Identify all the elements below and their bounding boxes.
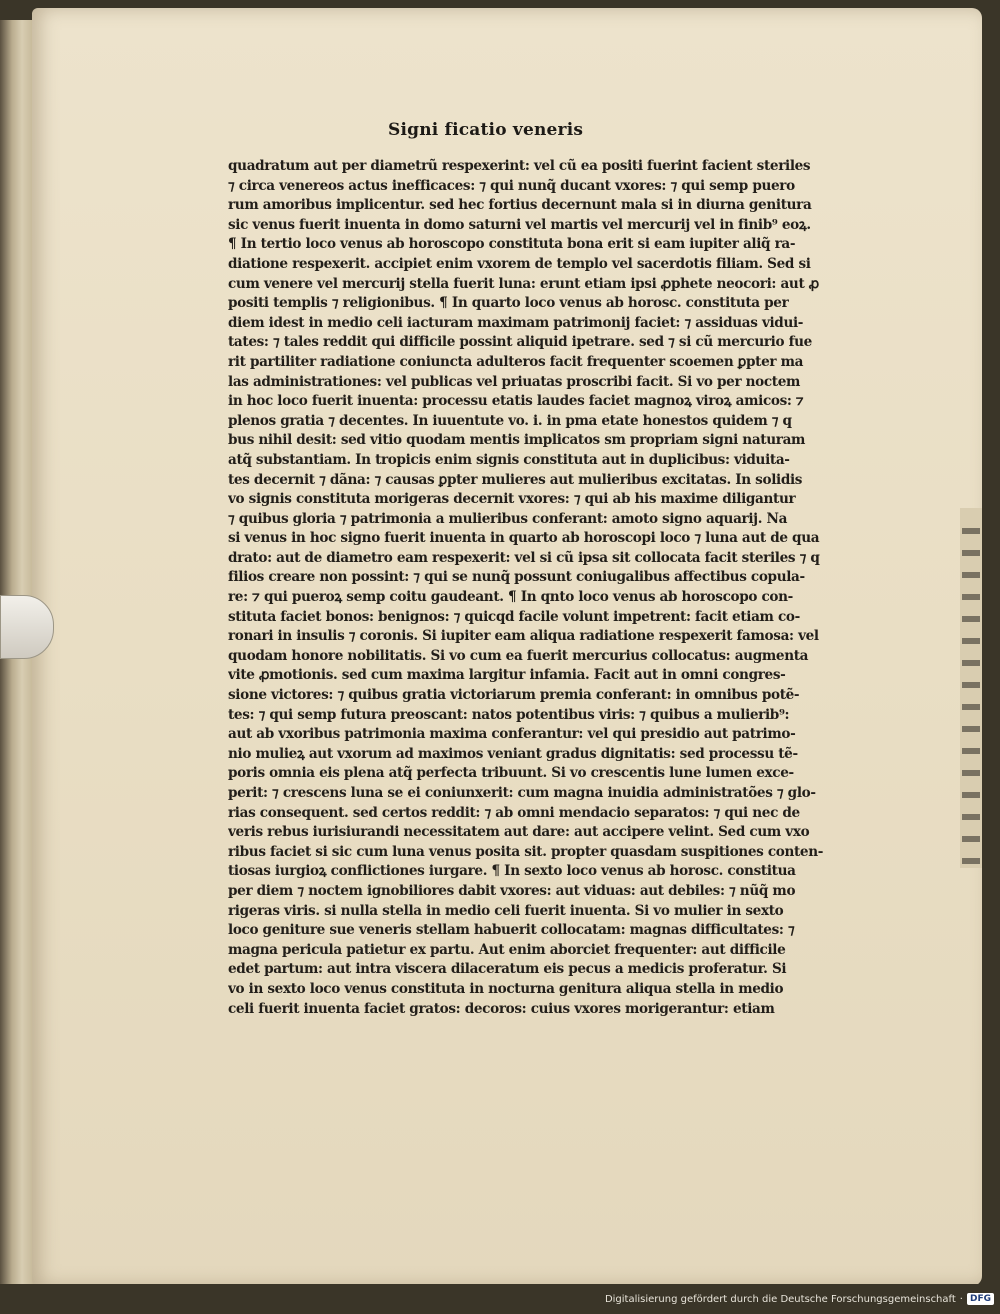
text-line: tates: ⁊ tales reddit qui difficile possint aliquid ipetrare. sed ⁊ si cũ mercurio fue — [228, 334, 812, 351]
text-line: nio mulieꝝ aut vxorum ad maximos veniant gradus dignitatis: sed processu tẽ- — [228, 745, 798, 762]
text-line: plenos gratia ⁊ decentes. In iuuentute vo. i. in pma etate honestos quidem ⁊ q — [228, 412, 792, 429]
text-line: ronari in insulis ⁊ coronis. Si iupiter eam aliqua radiatione respexerit famosa: vel — [228, 628, 819, 645]
text-line: positi templis ⁊ religionibus. ¶ In quarto loco venus ab horosc. constituta per — [228, 295, 789, 312]
credit-text: Digitalisierung gefördert durch die Deutsche Forschungsgemeinschaft — [604, 1293, 956, 1305]
text-line: vo signis constituta morigeras decernit vxores: ⁊ qui ab his maxime diligantur — [228, 491, 796, 508]
text-line: tes: ⁊ qui semp futura preoscant: natos potentibus viris: ⁊ quibus a mulierib⁹: — [228, 706, 790, 723]
text-line: atq̃ substantiam. In tropicis enim signis constituta aut in duplicibus: viduita- — [228, 451, 790, 468]
text-line: filios creare non possint: ⁊ qui se nunq̃ possunt coniugalibus affectibus copula- — [228, 569, 805, 586]
text-line: poris omnia eis plena atq̃ perfecta tribuunt. Si vo crescentis lune lumen exce- — [228, 765, 794, 782]
text-line: diem idest in medio celi iacturam maximam patrimonij faciet: ⁊ assiduas vidui- — [228, 314, 804, 331]
text-line: rit partiliter radiatione coniuncta adulteros facit frequenter scoemen ꝑpter ma — [228, 353, 804, 370]
text-line: las administrationes: vel publicas vel priuatas proscribi facit. Si vo per noctem — [228, 373, 801, 390]
text-line: quodam honore nobilitatis. Si vo cum ea fuerit mercurius collocatus: augmenta — [228, 647, 809, 664]
text-line: ⁊ circa venereos actus inefficaces: ⁊ qui nunq̃ ducant vxores: ⁊ qui semp puero — [228, 177, 795, 194]
text-line: veris rebus iurisiurandi necessitatem aut dare: aut accipere velint. Sed cum vxo — [228, 824, 810, 841]
text-line: tiosas iurgioꝝ conflictiones iurgare. ¶ In sexto loco venus ab horosc. constitua — [228, 863, 796, 880]
bookmark-clip — [0, 595, 54, 659]
text-line: cum venere vel mercurij stella fuerit luna: erunt etiam ipsi ꝓphete neocori: aut ꝓ — [228, 275, 819, 292]
text-line: ribus faciet si sic cum luna venus posita sit. propter quasdam suspitiones conten- — [228, 843, 824, 860]
text-line: sione victores: ⁊ quibus gratia victoriarum premia conferant: in omnibus potẽ- — [228, 687, 800, 704]
text-line: perit: ⁊ crescens luna se ei coniunxerit: cum magna inuidia administratões ⁊ glo- — [228, 785, 816, 801]
text-line: vo in sexto loco venus constituta in nocturna genitura aliqua stella in medio — [228, 980, 784, 997]
text-line: loco geniture sue veneris stellam habuerit collocatam: magnas difficultates: ⁊ — [228, 922, 795, 939]
text-line: tes decernit ⁊ dãna: ⁊ causas ꝑpter mulieres aut mulieribus excitatas. In solidis — [228, 471, 803, 488]
text-line: aut ab vxoribus patrimonia maxima conferantur: vel qui presidio aut patrimo- — [228, 726, 796, 743]
text-line: diatione respexerit. accipiet enim vxorem de templo vel sacerdotis filiam. Sed si — [228, 255, 811, 272]
facing-page-text — [962, 528, 980, 868]
page-heading: Signi ficatio veneris — [388, 120, 584, 140]
text-line: stituta faciet bonos: benignos: ⁊ quicqd facile volunt impetrent: facit etiam co- — [228, 608, 800, 625]
text-line: ⁊ quibus gloria ⁊ patrimonia a mulieribus conferant: amoto signo aquarij. Na — [228, 510, 788, 527]
text-line: ¶ In tertio loco venus ab horoscopo constituta bona erit si eam iupiter aliq̃ ra- — [228, 236, 796, 253]
text-line: si venus in hoc signo fuerit inuenta in quarto ab horoscopi loco ⁊ luna aut de qua — [228, 530, 820, 547]
text-line: quadratum aut per diametrũ respexerint: vel cũ ea positi fuerint facient steriles — [228, 158, 811, 174]
text-line: rias consequent. sed certos reddit: ⁊ ab omni mendacio separatos: ⁊ qui nec de — [228, 804, 800, 821]
text-line: magna pericula patietur ex partu. Aut enim aborciet frequenter: aut difficile — [228, 941, 786, 958]
page-body-text — [228, 157, 882, 1019]
text-line: re: ⁊ qui pueroꝝ semp coitu gaudeant. ¶ In qnto loco venus ab horoscopo con- — [228, 589, 793, 606]
dfg-logo: DFG — [967, 1293, 994, 1305]
text-line: sic venus fuerit inuenta in domo saturni vel martis vel mercurij vel in finib⁹ eoꝝ. — [228, 216, 811, 233]
text-line: rigeras viris. si nulla stella in medio celi fuerit inuenta. Si vo mulier in sexto — [228, 902, 784, 919]
text-line: bus nihil desit: sed vitio quodam mentis implicatos sm propriam signi naturam — [228, 432, 806, 449]
digitization-credit: Digitalisierung gefördert durch die Deutsche Forschungsgemeinschaft · DFG — [605, 1290, 994, 1308]
text-line: vite ꝓmotionis. sed cum maxima largitur infamia. Facit aut in omni congres- — [228, 667, 786, 684]
text-line: per diem ⁊ noctem ignobiliores dabit vxores: aut viduas: aut debiles: ⁊ nũq̃ mo — [228, 882, 796, 899]
text-line: in hoc loco fuerit inuenta: processu etatis laudes faciet magnoꝝ viroꝝ amicos: ⁊ — [228, 393, 804, 410]
text-line: rum amoribus implicentur. sed hec fortius decernunt mala si in diurna genitura — [228, 197, 812, 214]
text-line: celi fuerit inuenta faciet gratos: decoros: cuius vxores morigerantur: etiam — [228, 1000, 775, 1017]
text-line: drato: aut de diametro eam respexerit: vel si cũ ipsa sit collocata facit steriles ⁊ q — [228, 549, 820, 566]
text-line: edet partum: aut intra viscera dilaceratum eis pecus a medicis proferatur. Si — [228, 961, 787, 978]
